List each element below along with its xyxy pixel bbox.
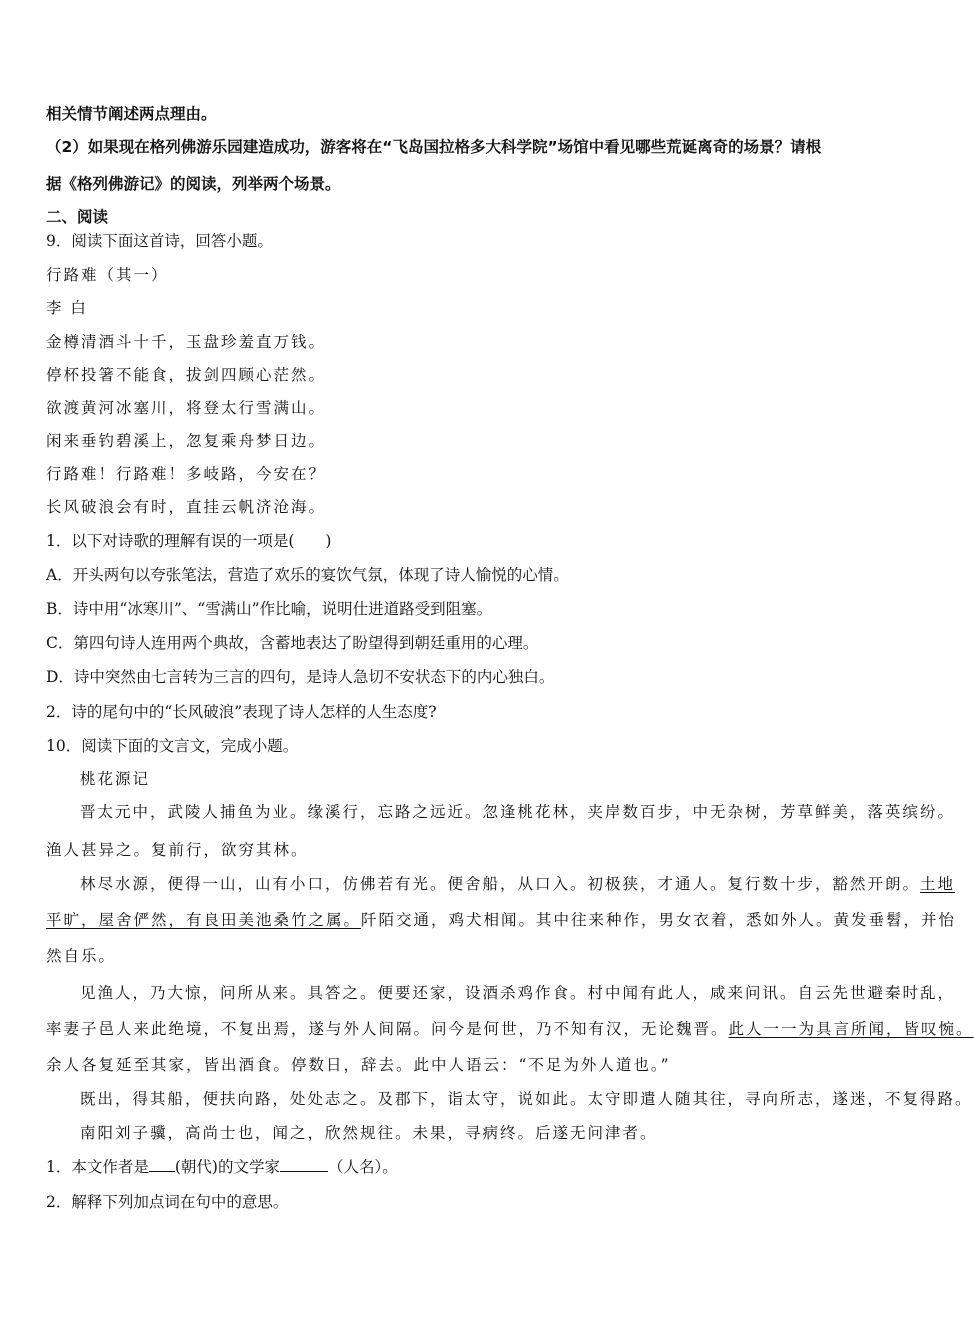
- poem-title: 行路难（其一）: [46, 266, 169, 284]
- answer-blank[interactable]: [149, 1157, 175, 1172]
- prose-line: [80, 874, 956, 894]
- poem-line: 停杯投箸不能食，拔剑四顾心茫然。: [46, 366, 327, 384]
- prose-line: 渔人甚异之。复前行，欲穷其林。: [46, 841, 309, 859]
- q8-2-line2: 据《格列佛游记》的阅读，列举两个场景。: [46, 175, 341, 193]
- q10-sub1-text: (朝代)的文学家: [174, 1158, 280, 1176]
- prose-line: [46, 910, 957, 930]
- poem-line: 金樽清酒斗十千，玉盘珍羞直万钱。: [46, 333, 327, 351]
- q8-tail: 相关情节阐述两点理由。: [46, 105, 217, 123]
- prose-line: [46, 1019, 974, 1039]
- section-heading: 二、阅读: [46, 208, 109, 226]
- q9-option-c: C．第四句诗人连用两个典故，含蓄地表达了盼望得到朝廷重用的心理。: [46, 634, 539, 652]
- q10-sub1-text: 1．本文作者是: [46, 1158, 149, 1176]
- q9-option-d: D．诗中突然由七言转为三言的四句，是诗人急切不安状态下的内心独白。: [46, 668, 555, 686]
- prose-line: 见渔人，乃大惊，问所从来。具答之。便要还家，设酒杀鸡作食。村中闻有此人，咸来问讯。自云先世避秦时乱，: [80, 984, 956, 1002]
- poem-line: 欲渡黄河冰塞川，将登太行雪满山。: [46, 399, 327, 417]
- q9-sub1: 1．以下对诗歌的理解有误的一项是( ): [46, 532, 332, 550]
- prose-line: 晋太元中，武陵人捕鱼为业。缘溪行，忘路之远近。忽逢桃花林，夹岸数百步，中无杂树，芳草鲜美，落英缤纷。: [80, 803, 956, 821]
- underlined-phrase: 平旷，屋舍俨然，有良田美池桑竹之属。: [46, 911, 362, 929]
- poem-line: 长风破浪会有时，直挂云帆济沧海。: [46, 498, 327, 516]
- q9-sub2: 2．诗的尾句中的“长风破浪”表现了诗人怎样的人生态度?: [46, 703, 437, 721]
- poem-line: 闲来垂钓碧溪上，忽复乘舟梦日边。: [46, 432, 327, 450]
- underlined-phrase: 土地: [920, 875, 956, 893]
- q9-option-a: A．开头两句以夸张笔法，营造了欢乐的宴饮气氛，体现了诗人愉悦的心情。: [46, 566, 569, 584]
- prose-line: 余人各复延至其家，皆出酒食。停数日，辞去。此中人语云：“不足为外人道也。”: [46, 1056, 671, 1074]
- prose-line: 南阳刘子骥，高尚士也，闻之，欣然规往。未果，寻病终。后遂无问津者。: [80, 1124, 658, 1142]
- answer-blank[interactable]: [280, 1157, 328, 1172]
- poem-line: 行路难！行路难！多岐路，今安在？: [46, 465, 327, 483]
- q10-sub2: 2．解释下列加点词在句中的意思。: [46, 1193, 289, 1211]
- q10-intro: 10．阅读下面的文言文，完成小题。: [46, 737, 299, 755]
- prose-text: 阡陌交通，鸡犬相闻。其中往来种作，男女衣着，悉如外人。黄发垂髫，并怡: [361, 911, 957, 929]
- q8-2-line1: （2）如果现在格列佛游乐园建造成功，游客将在“飞岛国拉格多大科学院”场馆中看见哪些荒诞离奇的场景？请根: [46, 138, 822, 156]
- prose-title: 桃花源记: [80, 770, 151, 788]
- prose-text: 率妻子邑人来此绝境，不复出焉，遂与外人间隔。问今是何世，乃不知有汉，无论魏晋。: [46, 1020, 729, 1038]
- q10-sub1-text: （人名）。: [327, 1158, 398, 1176]
- prose-line: 然自乐。: [46, 947, 117, 965]
- poem-author: 李 白: [46, 299, 88, 317]
- prose-text: 林尽水源，便得一山，山有小口，仿佛若有光。便舍船，从口入。初极狭，才通人。复行数十步，豁然开朗。: [80, 875, 921, 893]
- underlined-phrase: 此人一一为具言所闻，皆叹惋。: [728, 1020, 974, 1038]
- q9-intro: 9．阅读下面这首诗，回答小题。: [46, 232, 273, 250]
- q10-sub1: [46, 1157, 916, 1177]
- prose-line: 既出，得其船，便扶向路，处处志之。及郡下，诣太守，说如此。太守即遣人随其往，寻向所志，遂迷，不复得路。: [80, 1090, 973, 1108]
- q9-option-b: B．诗中用“冰寒川”、“雪满山”作比喻，说明仕进道路受到阻塞。: [46, 600, 493, 618]
